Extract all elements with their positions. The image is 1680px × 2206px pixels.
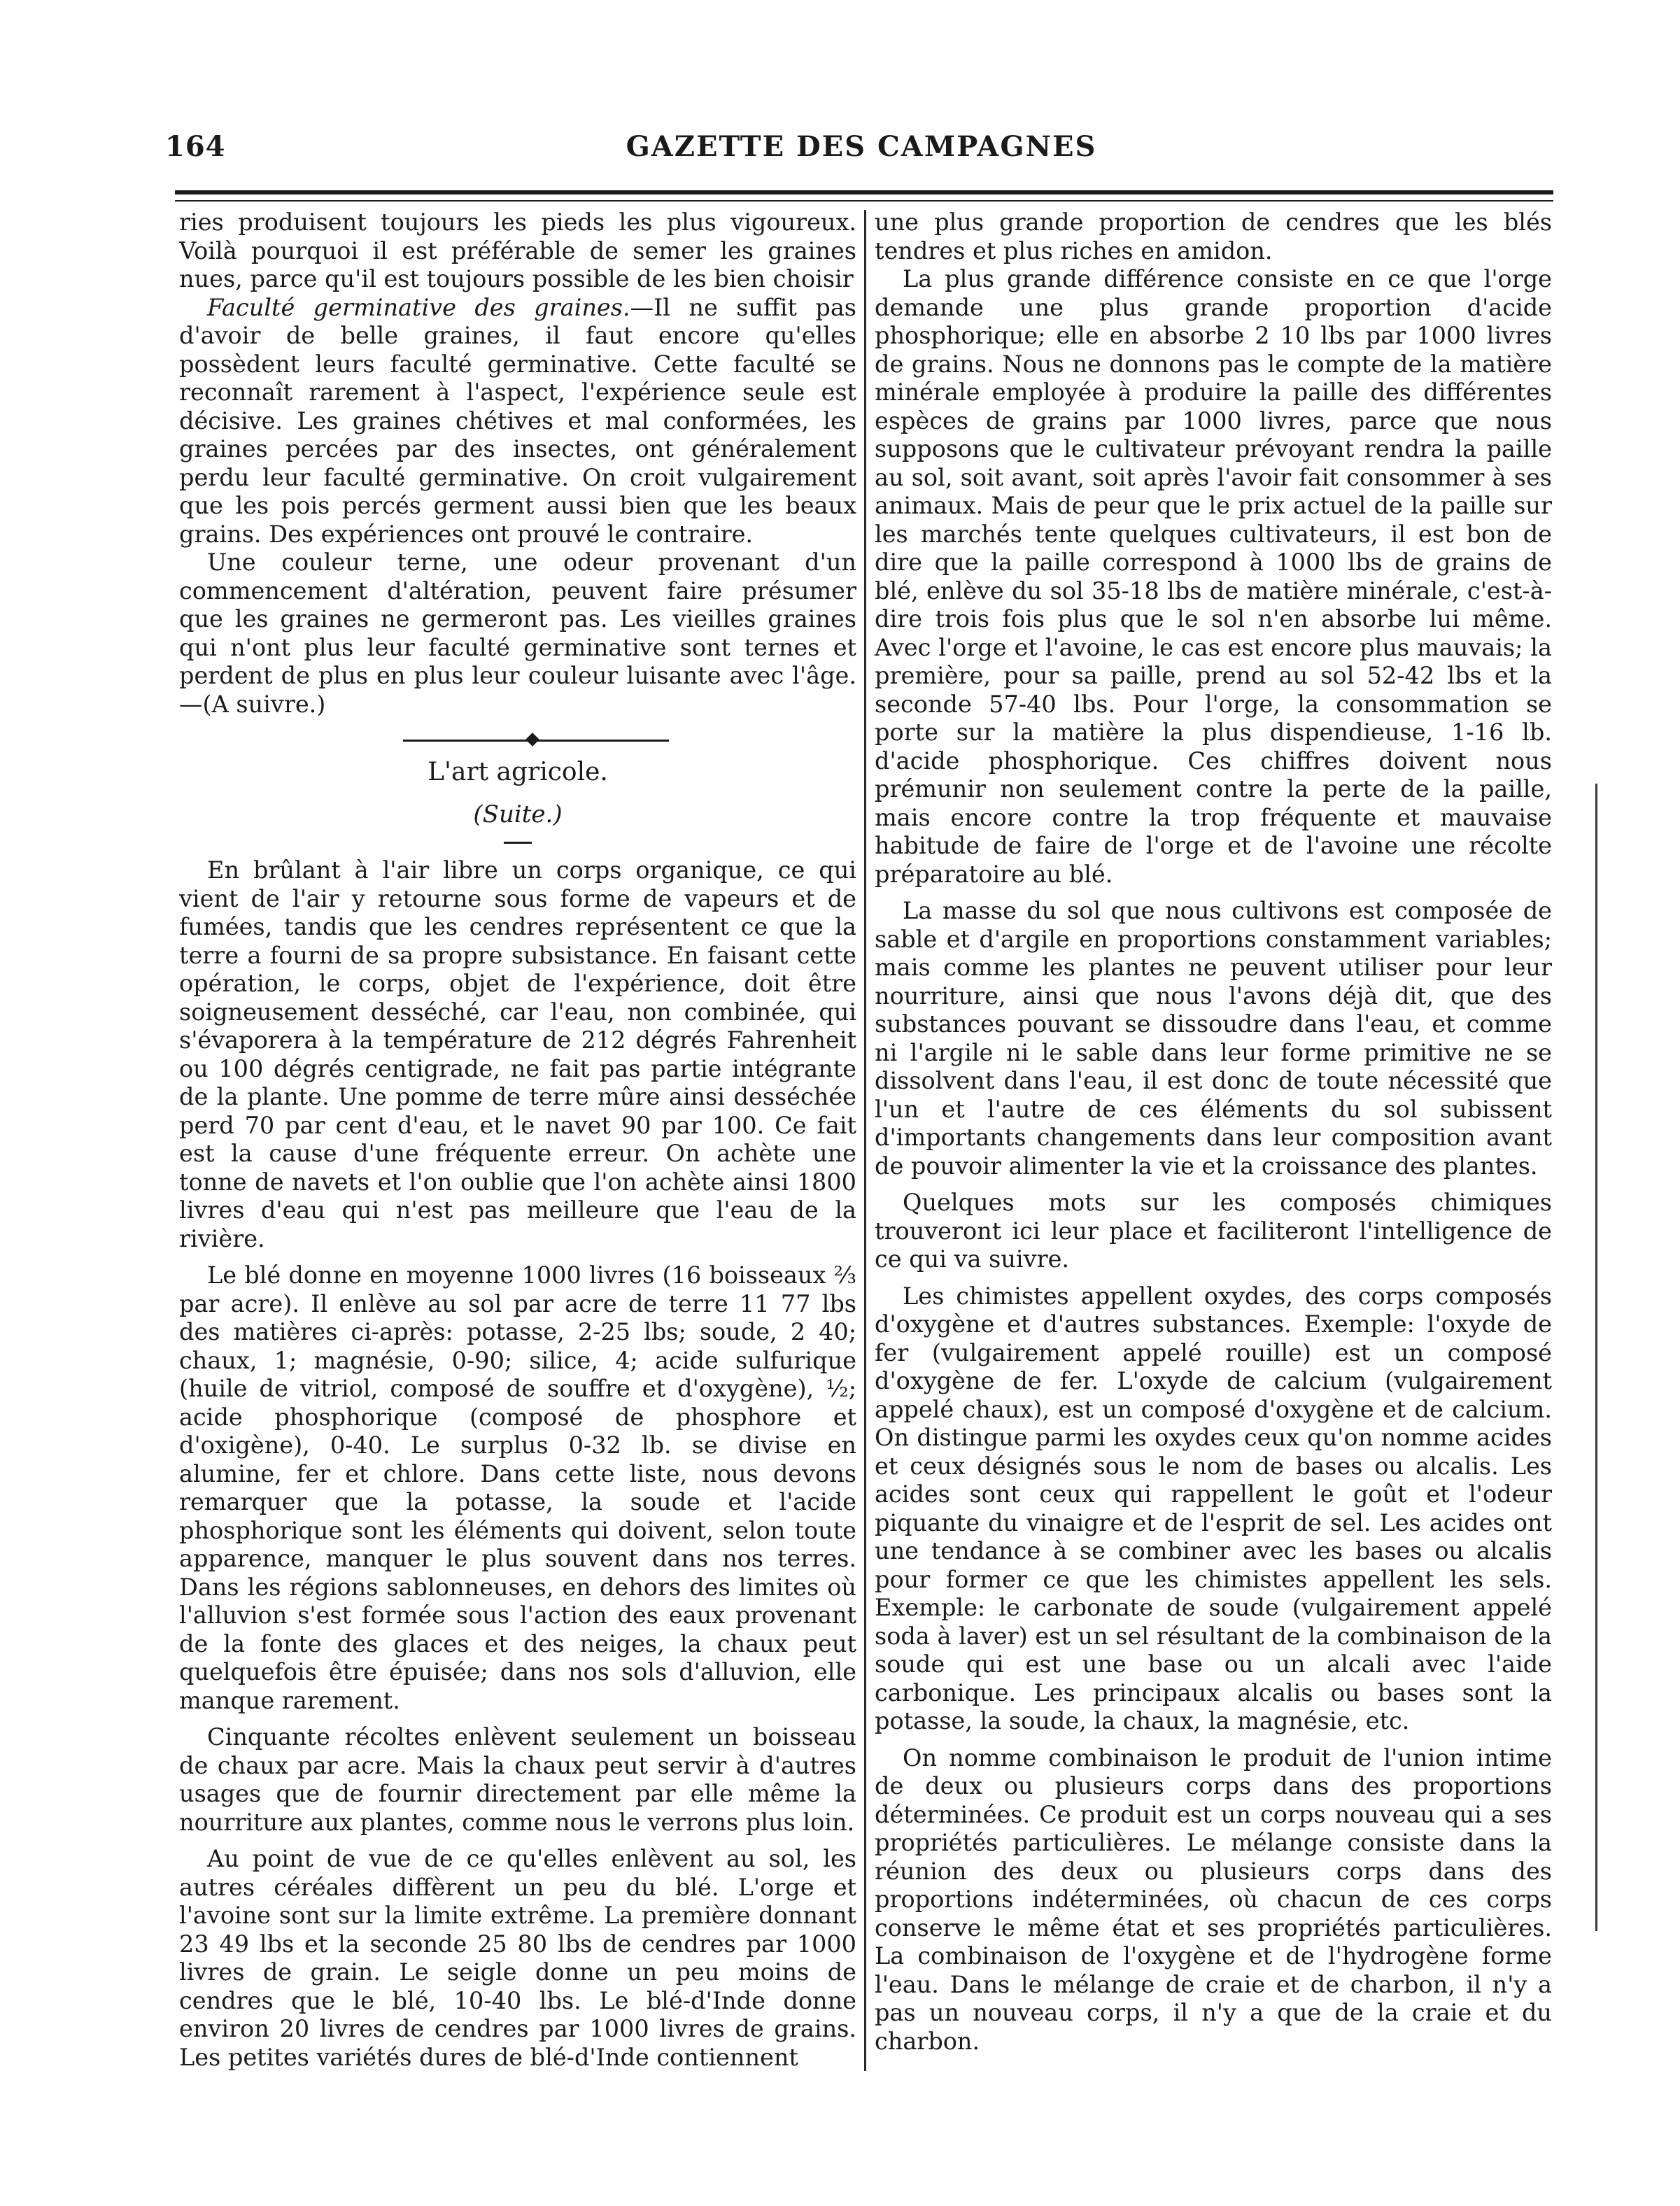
paragraph: La masse du sol que nous cultivons est composée de sable et d'argile en proportions constamment variables; mais comme les plantes ne peuvent utiliser pour leur nourriture, ainsi que nous l'avons déjà dit, que des substances pouvant se dissoudre dans l'eau, et comme ni l'argile ni le sable dans leur forme primitive ne se dissolvent dans l'eau, il est donc de toute nécessité que l'un et l'autre de ces éléments du sol subissent d'importants changements dans leur composition avant de pouvoir alimenter la vie et la croissance des plantes. bbox=[875, 897, 1552, 1180]
paragraph-lead: Faculté germinative des graines. bbox=[207, 293, 630, 321]
page-header bbox=[165, 130, 1558, 172]
short-rule bbox=[504, 842, 532, 844]
paragraph: ries produisent toujours les pieds les plus vigoureux. Voilà pourquoi il est préférable de semer les graines nues, parce qu'il est toujours possible de les bien choisir bbox=[179, 208, 856, 292]
section-separator bbox=[179, 727, 856, 755]
paragraph: Quelques mots sur les composés chimiques trouveront ici leur place et faciliteront l'intelligence de ce qui va suivre. bbox=[875, 1189, 1552, 1273]
column-divider bbox=[864, 210, 866, 2071]
paragraph: En brûlant à l'air libre un corps organique, ce qui vient de l'air y retourne sous forme de vapeurs et de fumées, tandis que les cendres représentent ce que la terre a fourni de sa propre subsistance. En faisant cette opération, le corps, objet de l'expérience, doit être soigneusement desséché, car l'eau, non combinée, qui s'évaporera à la température de 212 dégrés Fahrenheit ou 100 dégrés centigrade, ne fait pas partie intégrante de la plante. Une pomme de terre mûre ainsi desséchée perd 70 par cent d'eau, et le navet 90 par 100. Ce fait est la cause d'une fréquente erreur. On achète une tonne de navets et l'on oublie que l'on achète ainsi 1800 livres d'eau qui n'est pas meilleure que l'eau de la rivière. bbox=[179, 856, 856, 1252]
paragraph: Cinquante récoltes enlèvent seulement un boisseau de chaux par acre. Mais la chaux peut servir à d'autres usages que de fournir directement par elle même la nourriture aux plantes, comme nous le verrons plus loin. bbox=[179, 1723, 856, 1836]
paragraph bbox=[179, 294, 856, 549]
page-number: 164 bbox=[165, 130, 226, 163]
paragraph: une plus grande proportion de cendres que les blés tendres et plus riches en amidon. bbox=[875, 208, 1552, 264]
paragraph: Une couleur terne, une odeur provenant d'un commencement d'altération, peuvent faire présumer que les graines ne germeront pas. Les vieilles graines qui n'ont plus leur faculté germinative sont ternes et perdent de plus en plus leur couleur luisante avec l'âge.—(A suivre.) bbox=[179, 549, 856, 718]
separator-ornament bbox=[525, 733, 539, 747]
left-column bbox=[179, 208, 856, 2072]
paragraph-text: —Il ne suffit pas d'avoir de belle graines, il faut encore qu'elles possèdent leurs faculté germinative. Cette faculté se reconnaît rarement à l'aspect, l'expérience seule est décisive. Les graines chétives et mal conformées, les graines percées par des insectes, ont généralement perdu leur faculté germinative. On croit vulgairement que les pois percés germent aussi bien que les beaux grains. Des expériences ont prouvé le contraire. bbox=[179, 293, 856, 548]
paragraph: Le blé donne en moyenne 1000 livres (16 boisseaux ⅔ par acre). Il enlève au sol par acre de terre 11 77 lbs des matières ci-après: potasse, 2-25 lbs; soude, 2 40; chaux, 1; magnésie, 0-90; silice, 4; acide sulfurique (huile de vitriol, composé de souffre et d'oxygène), ½; acide phosphorique (composé de phosphore et d'oxigène), 0-40. Le surplus 0-32 lb. se divise en alumine, fer et chlore. Dans cette liste, nous devons remarquer que la potasse, la soude et l'acide phosphorique sont les éléments qui doivent, selon toute apparence, manquer le plus souvent dans nos terres. Dans les régions sablonneuses, en dehors des limites où l'alluvion s'est formée sous l'action des eaux provenant de la fonte des glaces et des neiges, la chaux peut quelquefois être épuisée; dans nos sols d'alluvion, elle manque rarement. bbox=[179, 1261, 856, 1714]
binding-edge-line bbox=[1595, 784, 1597, 1931]
header-rule-thick bbox=[175, 190, 1553, 195]
section-title: L'art agricole. bbox=[428, 758, 608, 786]
paragraph: La plus grande différence consiste en ce que l'orge demande une plus grande proportion d'acide phosphorique; elle en absorbe 2 10 lbs par 1000 livres de grains. Nous ne donnons pas le compte de la matière minérale employée à produire la paille des différentes espèces de grains par 1000 livres, parce que nous supposons que le cultivateur prévoyant rendra la paille au sol, soit avant, soit après l'avoir fait consommer à ses animaux. Mais de peur que le prix actuel de la paille sur les marchés tente quelques cultivateurs, il est bon de dire que la paille correspond à 1000 lbs de grains de blé, enlève du sol 35-18 lbs de matière minérale, c'est-à-dire trois fois plus que le sol n'en absorbe lui même. Avec l'orge et l'avoine, le cas est encore plus mauvais; la première, pour sa paille, prend au sol 52-42 lbs et la seconde 57-40 lbs. Pour l'orge, la consommation se porte sur la matière la plus dispendieuse, 1-16 lb. d'acide phosphorique. Ces chiffres doivent nous prémunir non seulement contre la perte de la paille, mais encore contre la trop fréquente et mauvaise habitude de faire de l'orge et de l'avoine une récolte préparatoire au blé. bbox=[875, 265, 1552, 888]
header-rule-thin bbox=[175, 200, 1553, 201]
right-column bbox=[875, 208, 1552, 2056]
running-title: GAZETTE DES CAMPAGNES bbox=[626, 130, 1097, 163]
paragraph: Au point de vue de ce qu'elles enlèvent au sol, les autres céréales diffèrent un peu du blé. L'orge et l'avoine sont sur la limite extrême. La première donnant 23 49 lbs et la seconde 25 80 lbs de cendres par 1000 livres de grain. Le seigle donne un peu moins de cendres que le blé, 10-40 lbs. Le blé-d'Inde donne environ 20 livres de cendres par 1000 livres de grains. Les petites variétés dures de blé-d'Inde contiennent bbox=[179, 1845, 856, 2071]
section-subtitle: (Suite.) bbox=[473, 800, 563, 828]
paragraph: Les chimistes appellent oxydes, des corps composés d'oxygène et d'autres substances. Exemple: l'oxyde de fer (vulgairement appelé rouille) est un composé d'oxygène de fer. L'oxyde de calcium (vulgairement appelé chaux), est un composé d'oxygène et de calcium. On distingue parmi les oxydes ceux qu'on nomme acides et ceux désignés sous le nom de bases ou alcalis. Les acides sont ceux qui rappellent le goût et l'odeur piquante du vinaigre et de l'esprit de sel. Les acides ont une tendance à se combiner avec les bases ou alcalis pour former ce que les chimistes appellent les sels. Exemple: le carbonate de soude (vulgairement appelé soda à laver) est un sel résultant de la combinaison de la soude qui est une base ou un alcali avec l'aide carbonique. Les principaux alcalis ou bases sont la potasse, la soude, la chaux, la magnésie, etc. bbox=[875, 1282, 1552, 1734]
paragraph: On nomme combinaison le produit de l'union intime de deux ou plusieurs corps dans des proportions déterminées. Ce produit est un corps nouveau qui a ses propriétés particulières. Le mélange consiste dans la réunion des deux ou plusieurs corps dans des proportions indéterminées, où chacun de ces corps conserve le même état et ses propriétés particulières. La combinaison de l'oxygène et de l'hydrogène forme l'eau. Dans le mélange de craie et de charbon, il n'y a pas un nouveau corps, il n'y a que de la craie et du charbon. bbox=[875, 1744, 1552, 2055]
